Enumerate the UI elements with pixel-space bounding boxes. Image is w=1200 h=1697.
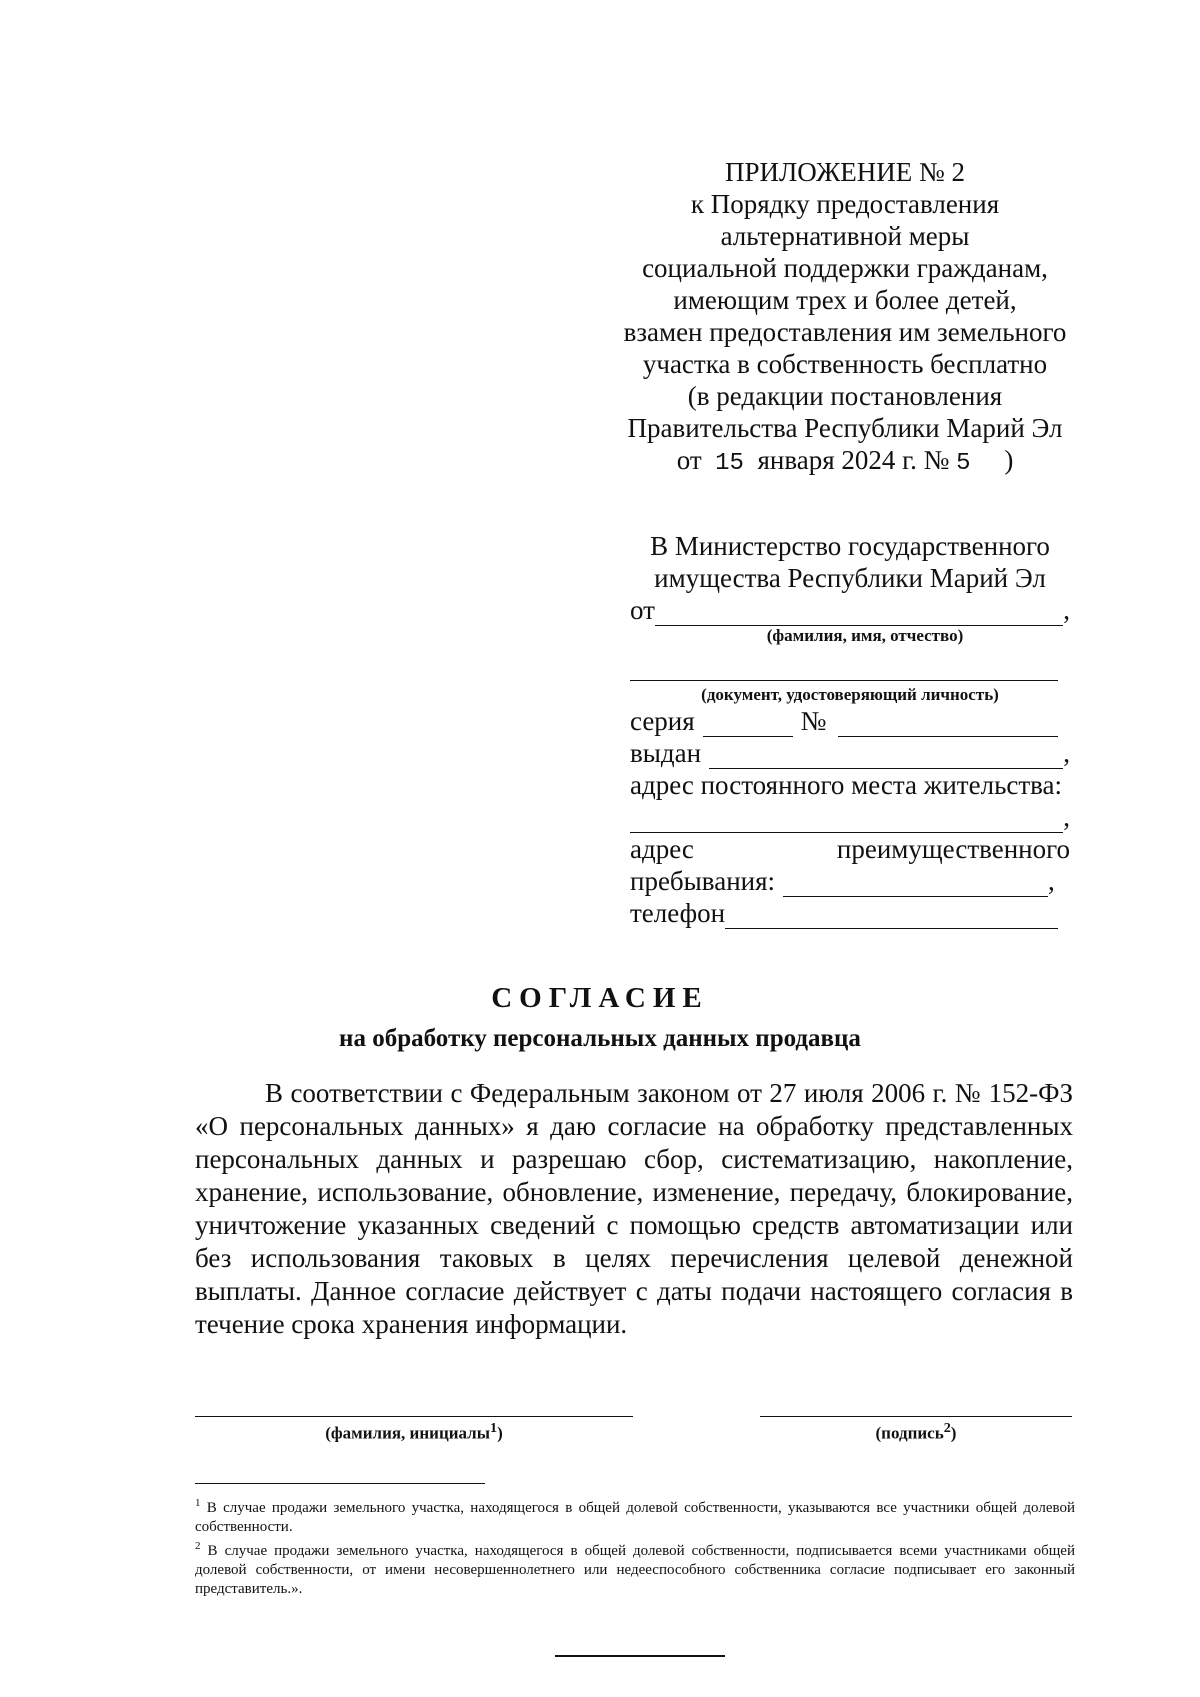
signature-caption: (подпись$^2$) <box>875 1420 957 1443</box>
id-document-caption: (документ, удостоверяющий личность) <box>701 685 999 704</box>
stay-row <box>630 865 1070 897</box>
addressee-line-2: имущества Республики Марий Эл <box>654 563 1046 593</box>
addressee-block <box>630 530 1070 929</box>
appendix-line: участка в собственность бесплатно <box>642 349 1048 379</box>
footnote-ref-2: 2 <box>943 1420 951 1436</box>
appendix-header <box>610 156 1080 480</box>
pref-label-3: пребывания: <box>630 866 776 896</box>
footnote <box>195 1537 1075 1599</box>
date-prefix: от <box>676 445 702 475</box>
residence-field[interactable] <box>630 810 1063 833</box>
phone-label: телефон <box>630 898 726 928</box>
appendix-line: (в редакции постановления <box>687 381 1003 411</box>
series-field[interactable] <box>703 714 793 737</box>
fio-field[interactable] <box>655 603 1063 626</box>
pref-label-1: адрес <box>630 834 694 864</box>
from-label: от <box>630 595 655 625</box>
consent-body-text: В соответствии с Федеральным законом от 27 июля 2006 г. № 152-ФЗ «О персональных данных» я даю согласие на обработку представленных персональных данных и разрешаю сбор, систематизацию, накопление, хранение, использование, обновление, изменение, передачу, блокирование, уничтожение указанных сведений с помощью средств автоматизации или без использования таковых в целях перечисления целевой денежной выплаты. Данное согласие действует с даты подачи настоящего согласия в течение срока хранения информации. <box>195 1078 1073 1339</box>
number-label: № <box>800 706 827 736</box>
end-rule <box>555 1655 725 1657</box>
phone-field[interactable] <box>725 906 1058 929</box>
signature-line[interactable] <box>760 1416 1072 1417</box>
document-subtitle: на обработку персональных данных продавца <box>339 1025 861 1052</box>
appendix-line: взамен предоставления им земельного <box>623 317 1067 347</box>
appendix-line: социальной поддержки гражданам, <box>642 253 1048 283</box>
series-row <box>630 705 1070 737</box>
addressee-line-1: В Министерство государственного <box>650 531 1050 561</box>
footnotes <box>195 1494 1075 1599</box>
phone-row <box>630 897 1070 929</box>
appendix-line: ПРИЛОЖЕНИЕ № 2 <box>724 157 966 187</box>
number-field[interactable] <box>838 714 1058 737</box>
from-row <box>630 594 1070 626</box>
residence-row <box>630 801 1070 833</box>
footnote-mark: 2 <box>195 1540 201 1552</box>
document-title: СОГЛАСИЕ <box>491 982 709 1014</box>
date-month-year: января 2024 г. № <box>757 445 950 475</box>
fio-caption: (фамилия, имя, отчество) <box>766 626 964 645</box>
comma: , <box>1063 595 1070 625</box>
date-number: 5 <box>956 450 971 477</box>
name-signature-line[interactable] <box>195 1416 633 1417</box>
issued-row <box>630 737 1070 769</box>
preferred-address-row <box>630 833 1070 865</box>
comma: , <box>1063 738 1070 768</box>
footnote-text: В случае продажи земельного участка, находящегося в общей долевой собственности, подписывается всеми участниками общей долевой собственности, от имени несовершеннолетнего или недееспособного собственника согласие подписывает его законный представитель.». <box>195 1543 1075 1597</box>
footnote-text: В случае продажи земельного участка, находящегося в общей долевой собственности, указываются все участники общей долевой собственности. <box>195 1500 1075 1535</box>
comma: , <box>1063 802 1070 832</box>
date-close: ) <box>1004 445 1014 475</box>
footnote-rule <box>195 1483 485 1484</box>
date-day: 15 <box>715 450 744 477</box>
appendix-line: Правительства Республики Марий Эл <box>627 413 1063 443</box>
stay-field[interactable] <box>783 874 1048 897</box>
issued-field[interactable] <box>709 746 1063 769</box>
footnote-mark: 1 <box>195 1497 201 1509</box>
footnote-ref-1: 1 <box>490 1420 498 1436</box>
appendix-line: альтернативной меры <box>720 221 970 251</box>
residence-label: адрес постоянного места жительства: <box>630 770 1063 800</box>
series-label: серия <box>630 706 695 736</box>
appendix-line: к Порядку предоставления <box>690 189 1000 219</box>
name-initials-caption: (фамилия, инициалы$^1$) <box>325 1420 503 1443</box>
pref-label-2: преимущественного <box>836 834 1070 864</box>
comma: , <box>1048 866 1055 896</box>
id-document-field[interactable] <box>630 658 1058 681</box>
issued-label: выдан <box>630 738 702 768</box>
footnote <box>195 1494 1075 1537</box>
appendix-date-line <box>610 444 1080 480</box>
appendix-line: имеющим трех и более детей, <box>673 285 1017 315</box>
